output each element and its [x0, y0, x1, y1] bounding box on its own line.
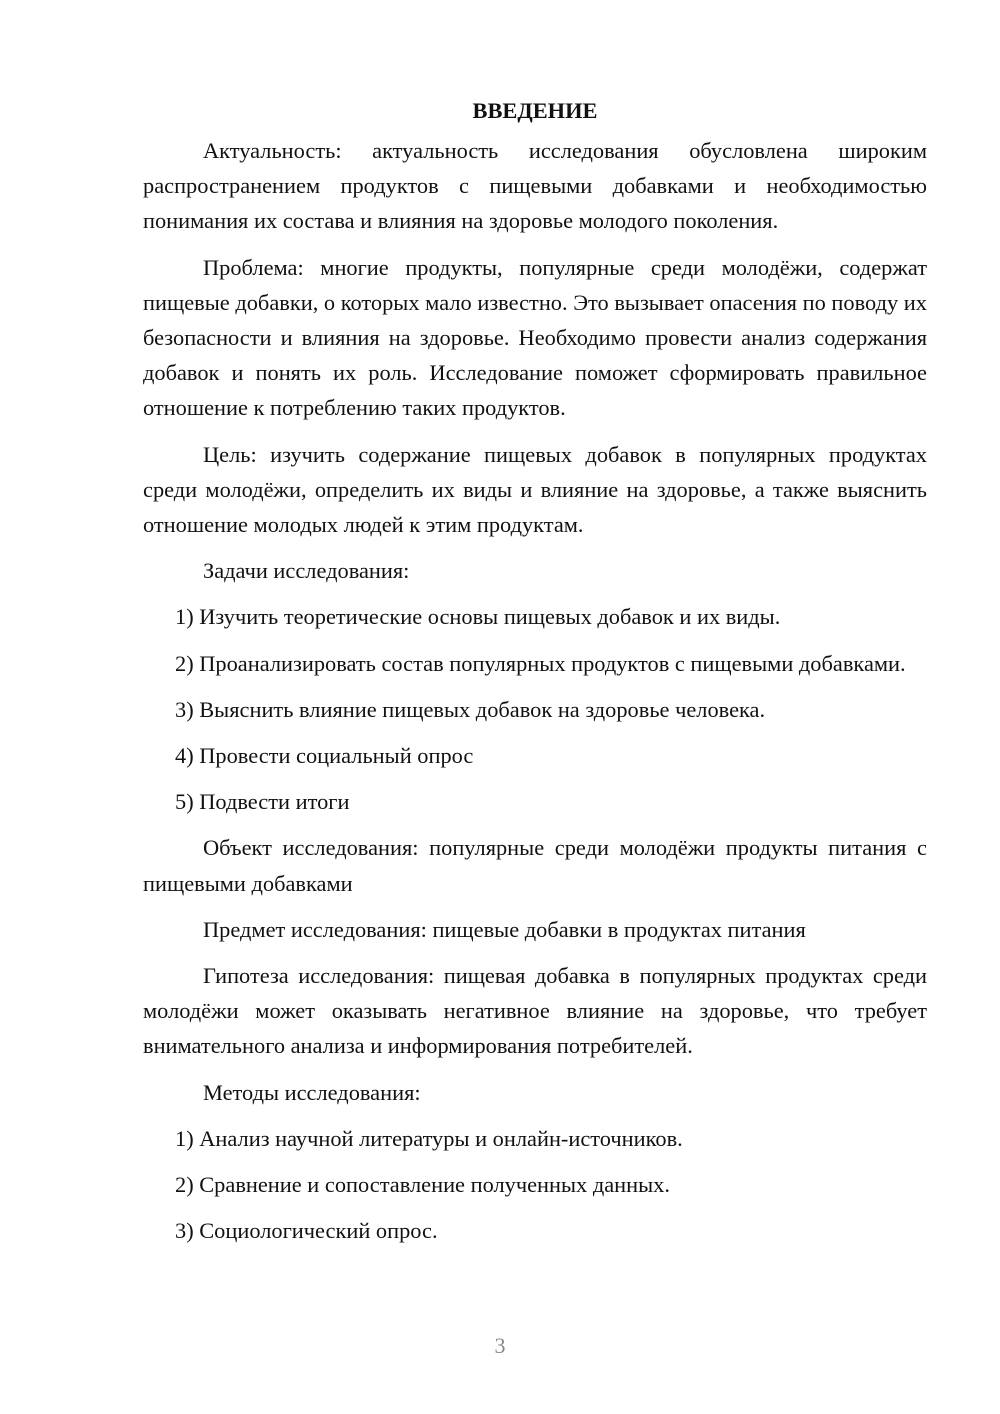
problem-paragraph: Проблема: многие продукты, популярные среди молодёжи, содержат пищевые добавки, о которых мало известно. Это вызывает опасения по поводу их безопасности и влияния на здоровье. Необходимо провести анализ содержания добавок и понять их роль. Исследование поможет сформировать правильное отношение к потреблению таких продуктов.: [143, 254, 927, 421]
task-item: 2) Проанализировать состав популярных продуктов с пищевыми добавками.: [175, 650, 906, 676]
hypothesis-paragraph: Гипотеза исследования: пищевая добавка в популярных продуктах среди молодёжи может оказывать негативное влияние на здоровье, что требует внимательного анализа и информирования потребителей.: [143, 963, 927, 1059]
page-number: 3: [494, 1333, 506, 1358]
section-title: ВВЕДЕНИЕ: [472, 98, 598, 123]
task-item: 4) Провести социальный опрос: [175, 743, 474, 769]
task-item: 1) Изучить теоретические основы пищевых добавок и их виды.: [175, 604, 781, 630]
method-item: 1) Анализ научной литературы и онлайн-источников.: [175, 1125, 683, 1151]
method-item: 3) Социологический опрос.: [175, 1218, 438, 1244]
task-item: 5) Подвести итоги: [175, 789, 350, 815]
goal-paragraph: Цель: изучить содержание пищевых добавок в популярных продуктах среди молодёжи, определить их виды и влияние на здоровье, а также выяснить отношение молодых людей к этим продуктам.: [143, 441, 927, 538]
relevance-paragraph: Актуальность: актуальность исследования обусловлена широким распространением продуктов с пищевыми добавками и необходимостью понимания их состава и влияния на здоровье молодого поколения.: [143, 138, 927, 234]
tasks-heading: Задачи исследования:: [203, 558, 410, 584]
task-item: 3) Выяснить влияние пищевых добавок на здоровье человека.: [175, 696, 766, 722]
object-paragraph: Объект исследования: популярные среди молодёжи продукты питания с пищевыми добавками: [143, 835, 927, 896]
subject-paragraph: Предмет исследования: пищевые добавки в продуктах питания: [203, 916, 806, 942]
document-page: [143, 96, 927, 1259]
method-item: 2) Сравнение и сопоставление полученных данных.: [175, 1172, 670, 1198]
methods-heading: Методы исследования:: [203, 1079, 421, 1105]
